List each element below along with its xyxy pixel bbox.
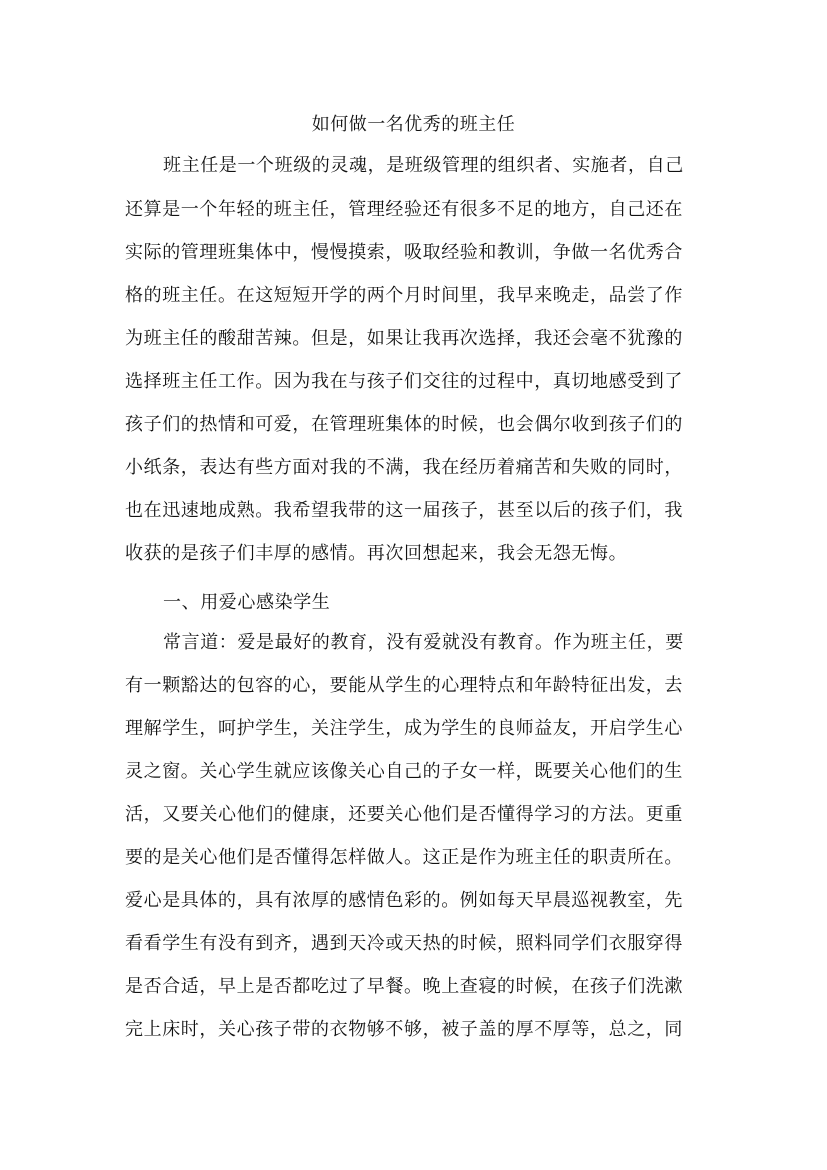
paragraph-line: 有一颗豁达的包容的心，要能从学生的心理特点和年龄特征出发，去	[125, 675, 683, 696]
paragraph-line: 还算是一个年轻的班主任，管理经验还有很多不足的地方，自己还在	[125, 199, 683, 220]
paragraph-line: 收获的是孩子们丰厚的感情。再次回想起来，我会无怨无悔。	[125, 543, 628, 564]
document-title: 如何做一名优秀的班主任	[311, 114, 516, 135]
paragraph-line: 常言道：爱是最好的教育，没有爱就没有教育。作为班主任，要	[163, 632, 684, 653]
paragraph-line: 活，又要关心他们的健康，还要关心他们是否懂得学习的方法。更重	[125, 804, 683, 825]
paragraph-line: 爱心是具体的，具有浓厚的感情色彩的。例如每天早晨巡视教室，先	[125, 890, 683, 911]
paragraph-line: 灵之窗。关心学生就应该像关心自己的子女一样，既要关心他们的生	[125, 761, 683, 782]
paragraph-line: 班主任是一个班级的灵魂，是班级管理的组织者、实施者，自己	[163, 155, 684, 176]
paragraph-line: 孩子们的热情和可爱，在管理班集体的时候，也会偶尔收到孩子们的	[125, 414, 683, 435]
paragraph-line: 实际的管理班集体中，慢慢摸索，吸取经验和教训，争做一名优秀合	[125, 242, 683, 263]
paragraph-line: 为班主任的酸甜苦辣。但是，如果让我再次选择，我还会毫不犹豫的	[125, 328, 683, 349]
paragraph-line: 小纸条，表达有些方面对我的不满，我在经历着痛苦和失败的同时，	[125, 457, 683, 478]
section-heading: 一、用爱心感染学生	[163, 592, 331, 613]
paragraph-line: 看看学生有没有到齐，遇到天冷或天热的时候，照料同学们衣服穿得	[125, 933, 683, 954]
paragraph-line: 要的是关心他们是否懂得怎样做人。这正是作为班主任的职责所在。	[125, 847, 683, 868]
paragraph-line: 是否合适，早上是否都吃过了早餐。晚上查寝的时候，在孩子们洗漱	[125, 976, 683, 997]
paragraph-line: 完上床时，关心孩子带的衣物够不够，被子盖的厚不厚等，总之，同	[125, 1019, 683, 1040]
paragraph-line: 选择班主任工作。因为我在与孩子们交往的过程中，真切地感受到了	[125, 371, 683, 392]
paragraph-line: 格的班主任。在这短短开学的两个月时间里，我早来晚走，品尝了作	[125, 285, 683, 306]
paragraph-line: 也在迅速地成熟。我希望我带的这一届孩子，甚至以后的孩子们，我	[125, 500, 683, 521]
paragraph-line: 理解学生，呵护学生，关注学生，成为学生的良师益友，开启学生心	[125, 718, 683, 739]
